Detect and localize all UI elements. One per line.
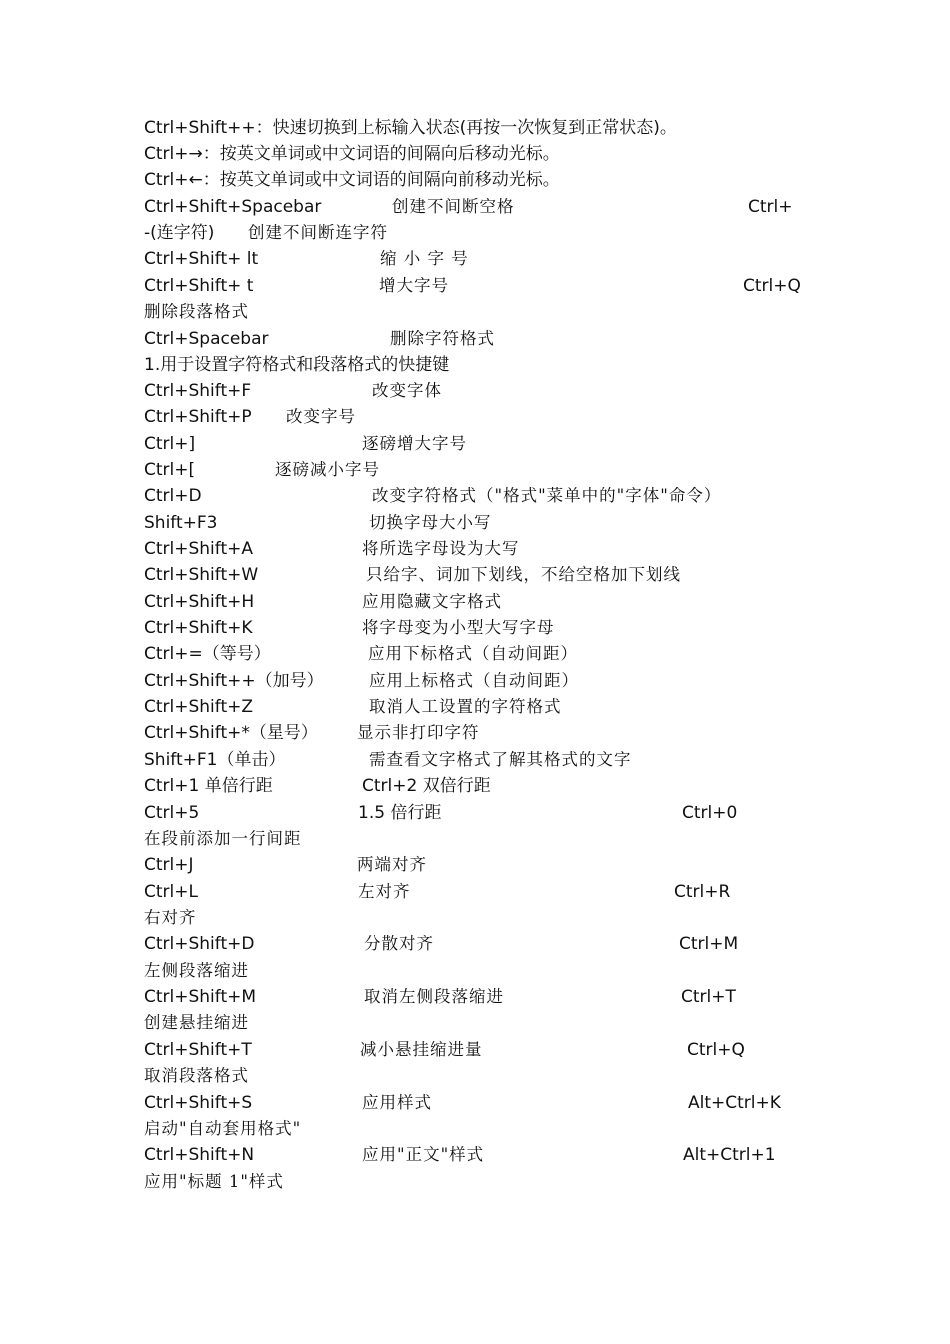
shortcut-description: 左侧段落缩进: [144, 961, 249, 980]
shortcut-key: Ctrl+L: [144, 882, 198, 902]
shortcut-key: Ctrl+Q: [687, 1040, 745, 1060]
text-line: [0, 431, 950, 457]
shortcut-key: Ctrl+5: [144, 803, 200, 823]
text-line: [0, 984, 950, 1010]
shortcut-key: Ctrl+Shift+D: [144, 934, 255, 954]
shortcut-key: Ctrl+Shift+N: [144, 1145, 255, 1165]
shortcut-key: Ctrl+]: [144, 434, 196, 454]
text-line: [0, 141, 950, 167]
text-line: [0, 246, 950, 272]
text-line: [0, 299, 950, 325]
text-line: [0, 668, 950, 694]
shortcut-description: 1.5 倍行距: [358, 803, 442, 823]
text-line: [0, 826, 950, 852]
shortcut-key: Ctrl+Shift+F: [144, 381, 252, 401]
text-line: [0, 1142, 950, 1168]
shortcut-key: Ctrl+Shift+Z: [144, 697, 254, 717]
shortcut-description: 应用隐藏文字格式: [362, 592, 502, 611]
shortcut-key: Ctrl+Shift+A: [144, 539, 254, 559]
section-heading-text: 1.用于设置字符格式和段落格式的快捷键: [144, 355, 450, 375]
shortcut-text: Ctrl+→：按英文单词或中文词语的间隔向后移动光标。: [144, 144, 560, 164]
shortcut-key: Ctrl+T: [681, 987, 736, 1007]
shortcut-description: 创建悬挂缩进: [144, 1013, 249, 1032]
shortcut-description: 两端对齐: [357, 855, 427, 874]
shortcut-description: 改变字号: [286, 407, 356, 426]
shortcut-description: 改变字符格式（"格式"菜单中的"字体"命令）: [372, 486, 722, 505]
shortcut-key: Ctrl+M: [679, 934, 739, 954]
shortcut-description: 创建不间断连字符: [248, 223, 388, 242]
text-line: [0, 1090, 950, 1116]
shortcut-key: Ctrl+Shift++（加号）: [144, 671, 324, 691]
shortcut-key: Ctrl+Shift+*（星号）: [144, 723, 318, 743]
shortcut-description: 增大字号: [379, 276, 449, 295]
text-line: [0, 800, 950, 826]
text-line: [0, 1010, 950, 1036]
shortcut-key: Ctrl+Shift+K: [144, 618, 253, 638]
shortcut-text: Ctrl+←：按英文单词或中文词语的间隔向前移动光标。: [144, 170, 560, 190]
text-line: [0, 958, 950, 984]
shortcut-description: 删除段落格式: [144, 302, 249, 321]
shortcut-description: 创建不间断空格: [392, 197, 515, 216]
shortcut-description: 切换字母大小写: [369, 513, 492, 532]
shortcut-key: Ctrl+Spacebar: [144, 329, 269, 349]
text-line: [0, 562, 950, 588]
shortcut-key: Ctrl+: [748, 197, 793, 217]
shortcut-description: 删除字符格式: [390, 329, 495, 348]
text-line: [0, 615, 950, 641]
shortcut-description: 在段前添加一行间距: [144, 829, 302, 848]
text-line: [0, 905, 950, 931]
shortcut-description: 需查看文字格式了解其格式的文字: [369, 750, 632, 769]
shortcut-description: 取消左侧段落缩进: [364, 987, 504, 1006]
shortcut-description: 右对齐: [144, 908, 197, 927]
shortcut-key: Ctrl+Shift+T: [144, 1040, 252, 1060]
shortcut-description: 分散对齐: [364, 934, 434, 953]
shortcut-key: Alt+Ctrl+K: [688, 1093, 781, 1113]
shortcut-key: Ctrl+Shift+M: [144, 987, 257, 1007]
text-line: [0, 483, 950, 509]
text-line: [0, 641, 950, 667]
shortcut-description: 应用样式: [362, 1093, 432, 1112]
shortcut-key: Ctrl+2 双倍行距: [362, 776, 491, 796]
shortcut-key: Ctrl+Shift+S: [144, 1093, 253, 1113]
text-line: [0, 457, 950, 483]
text-line: [0, 194, 950, 220]
text-line: [0, 773, 950, 799]
shortcut-key: Ctrl+=（等号）: [144, 644, 271, 664]
text-line: [0, 167, 950, 193]
shortcut-key: Ctrl+Shift+ t: [144, 276, 254, 296]
shortcut-description: 左对齐: [358, 882, 411, 901]
shortcut-key: Ctrl+0: [682, 803, 738, 823]
text-line: [0, 378, 950, 404]
shortcut-key: Ctrl+Shift+ lt: [144, 249, 259, 269]
shortcut-description: 应用"标题 1"样式: [144, 1172, 284, 1191]
shortcut-key: Ctrl+R: [674, 882, 731, 902]
text-line: [0, 1037, 950, 1063]
shortcut-key: Shift+F1（单击）: [144, 750, 286, 770]
shortcut-key: Ctrl+Q: [743, 276, 801, 296]
text-line: [0, 510, 950, 536]
shortcut-description: 逐磅减小字号: [275, 460, 380, 479]
shortcut-description: 取消段落格式: [144, 1066, 249, 1085]
shortcut-description: 启动"自动套用格式": [144, 1119, 302, 1138]
text-line: [0, 326, 950, 352]
shortcut-description: 应用下标格式（自动间距）: [368, 644, 578, 663]
shortcut-description: 将所选字母设为大写: [362, 539, 520, 558]
text-line: [0, 536, 950, 562]
text-line: [0, 852, 950, 878]
shortcut-key: Ctrl+1 单倍行距: [144, 776, 273, 796]
shortcut-description: 缩 小 字 号: [380, 249, 469, 268]
shortcut-key: Shift+F3: [144, 513, 218, 533]
text-line: [0, 1116, 950, 1142]
text-line: [0, 879, 950, 905]
text-line: [0, 589, 950, 615]
shortcut-key: Ctrl+Shift+H: [144, 592, 255, 612]
text-line: [0, 220, 950, 246]
section-heading: [0, 352, 950, 378]
shortcut-description: 显示非打印字符: [357, 723, 480, 742]
shortcut-description: 改变字体: [372, 381, 442, 400]
shortcut-key: Ctrl+J: [144, 855, 194, 875]
shortcut-key: Ctrl+D: [144, 486, 202, 506]
shortcut-description: 取消人工设置的字符格式: [369, 697, 562, 716]
shortcut-description: 逐磅增大字号: [362, 434, 467, 453]
shortcut-description: 应用"正文"样式: [362, 1145, 485, 1164]
text-line: [0, 115, 950, 141]
shortcut-description: 应用上标格式（自动间距）: [369, 671, 579, 690]
text-line: [0, 747, 950, 773]
shortcut-text: Ctrl+Shift++：快速切换到上标输入状态(再按一次恢复到正常状态)。: [144, 118, 677, 138]
text-line: [0, 931, 950, 957]
shortcut-key: Ctrl+Shift+Spacebar: [144, 197, 322, 217]
shortcut-key: -(连字符): [144, 223, 215, 243]
text-line: [0, 1063, 950, 1089]
shortcut-description: 将字母变为小型大写字母: [362, 618, 555, 637]
text-line: [0, 694, 950, 720]
shortcut-key: Alt+Ctrl+1: [683, 1145, 776, 1165]
shortcut-key: Ctrl+[: [144, 460, 196, 480]
shortcut-key: Ctrl+Shift+W: [144, 565, 259, 585]
text-line: [0, 1169, 950, 1195]
text-line: [0, 720, 950, 746]
shortcut-description: 减小悬挂缩进量: [360, 1040, 483, 1059]
text-line: [0, 404, 950, 430]
text-line: [0, 273, 950, 299]
shortcut-key: Ctrl+Shift+P: [144, 407, 252, 427]
shortcut-description: 只给字、词加下划线，不给空格加下划线: [366, 565, 681, 584]
